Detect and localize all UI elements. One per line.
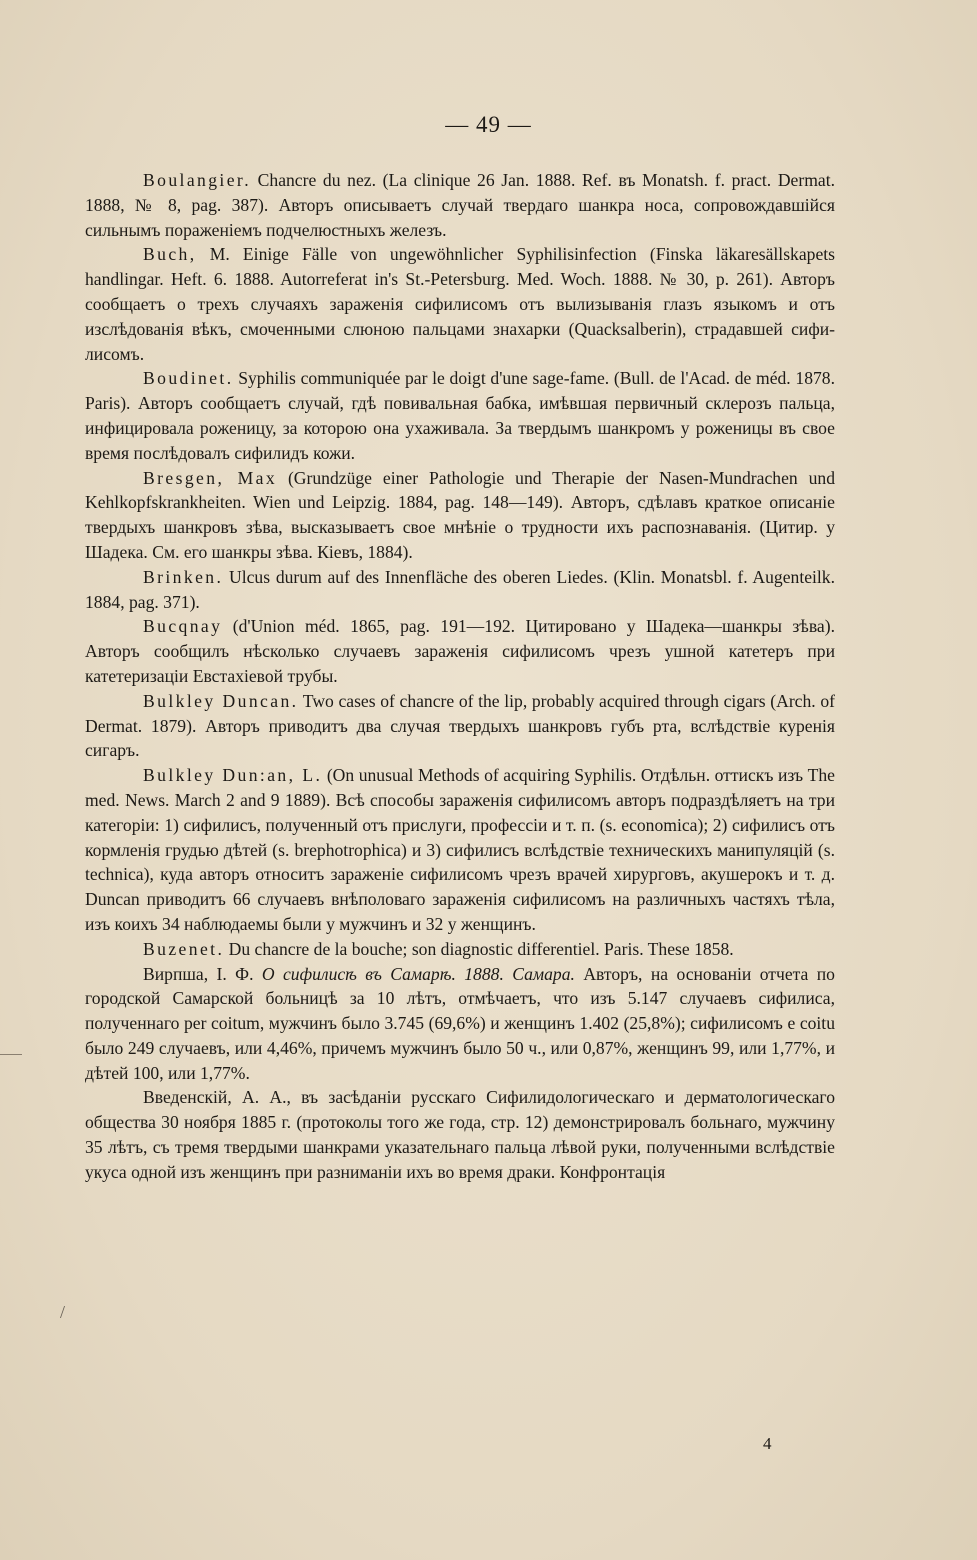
entry-text: Ulcus durum auf des Innenfläche des oberen Liedes. (Klin. Monatsbl. f. Augenteilk. 1884, pag. 371). [85, 566, 835, 612]
entry-author: Bresgen, Max [143, 467, 278, 488]
entry-author: Brinken. [143, 566, 224, 587]
bibliography-entry [85, 1085, 835, 1184]
bibliography-entry [85, 763, 835, 937]
bibliography-entry [85, 962, 835, 1086]
entry-text: M. Einige Fälle von ungewöhnlicher Syphilisinfection (Finska läkaresällskapets handlingar. Heft. 6. 1888. Autorreferat in's St.-Petersburg. Med. Woch. 1888. № 30, p. 261). Авторъ сообщаетъ о трехъ случаяхъ зараженія сифилисомъ отъ вылизыванія глазъ языкомъ и отъ изслѣдованія вѣкъ, смоченными слюною пальцами знахарки (Quacksalberin), страдавшей сифилисомъ. [85, 244, 835, 364]
margin-dash [0, 1054, 22, 1055]
bibliography-entry [85, 466, 835, 565]
entry-author: Buzenet. [143, 938, 225, 959]
bibliography-entry [85, 366, 835, 465]
entry-author: Boulangier. [143, 170, 252, 190]
entry-text: (On unusual Methods of acquiring Syphilis. Отдѣльн. оттискъ изъ The med. News. March 2 and 9 1889). Всѣ способы зараженія сифилисомъ авторъ подраздѣляетъ на три категоріи: 1) сифилисъ, полученный отъ прислуги, профессіи и т. п. (s. economica); 2) сифилисъ отъ кормленія грудью дѣтей (s. brephotrophica) и 3) сифилисъ вслѣдствіе техническихъ манипуляцій (s. technica), куда авторъ относитъ зараженіе сифилисомъ чрезъ врачей хирурговъ, акушерокъ и т. д. Duncan приводитъ 66 случаевъ внѣполоваго зараженія сифилисомъ на различныхъ частяхъ тѣла, изъ коихъ 34 наблюдаемы были у мужчинъ и 32 у женщинъ. [85, 765, 835, 934]
bibliography-entry [85, 168, 835, 242]
margin-pencil-mark: / [60, 1302, 66, 1322]
entry-text: Авторъ, на основаніи отчета по городской Самарской больницѣ за 10 лѣтъ, отмѣчаетъ, что изъ 5.147 случаевъ сифилиса, полученнаго per coitum, мужчинъ было 3.745 (69,6%) и женщинъ 1.402 (25,8%); сифилисомъ e coitu было 249 случаевъ, или 4,46%, причемъ мужчинъ было 50 ч., или 0,87%, женщинъ 99, или 1,77%, и дѣтей 100, или 1,77%. [85, 963, 835, 1083]
bibliography-entry [85, 242, 835, 366]
entry-author: Bucqnay [143, 616, 223, 637]
entry-author: Bulkley Duncan. [143, 690, 299, 711]
bibliography-entry [85, 937, 835, 962]
entry-text: Syphilis communiquée par le doigt d'une sage-fame. (Bull. de l'Acad. de méd. 1878. Paris). Авторъ сообщаетъ случай, гдѣ повивальная бабка, имѣвшая первичный склерозъ пальца, инфицировала роженицу, за которою она ухаживала. За твердымъ шанкромъ у роженицы въ свое время послѣдовалъ сифилидъ кожи. [85, 368, 835, 463]
entry-text: (Grundzüge einer Pathologie und Therapie der Nasen-Mundrachen und Kehlkopfskrankheiten. Wien und Leipzig. 1884, pag. 148—149). Авторъ, сдѣлавъ краткое описаніе твердыхъ шанкровъ зѣва, высказываетъ свое мнѣніе о трудности ихъ распознаванія. (Цитир. у Шадека. См. его шанкры зѣва. Кіевъ, 1884). [85, 467, 835, 562]
bibliography-entry [85, 614, 835, 688]
entry-text: въ засѣданіи русскаго Сифилидологическаго и дерматологическаго общества 30 ноября 1885 г. (протоколы того же года, стр. 12) демонстрировалъ больнаго, мужчину 35 лѣтъ, съ тремя твердыми шанкрами указательнаго пальца лѣвой руки, полученными вслѣдствіе укуса одной изъ женщинъ при разниманіи ихъ во время драки. Конфронтація [85, 1087, 836, 1182]
bibliography-text [85, 168, 835, 1185]
entry-text: Two cases of chancre of the lip, probably acquired through cigars (Arch. of Dermat. 1879). Авторъ приводитъ два случая твердыхъ шанкровъ губъ рта, вслѣдствіе куренія сигаръ. [85, 690, 835, 761]
bibliography-entry [85, 689, 835, 763]
entry-author: Bulkley Dun:an, L. [143, 765, 323, 786]
entry-author: Введенскій, А. А., [143, 1087, 291, 1108]
entry-title-italic: О сифилисѣ въ Самарѣ. 1888. Самара. [261, 963, 575, 984]
signature-number: 4 [763, 1434, 772, 1453]
entry-author: Boudinet. [143, 368, 234, 389]
entry-text: (d'Union méd. 1865, pag. 191—192. Цитировано у Шадека—шанкры зѣва). Авторъ сообщилъ нѣсколько случаевъ зараженія сифилисомъ чрезъ ушной катетеръ при катетеризаціи Евстахіевой трубы. [85, 616, 835, 686]
entry-author: Buch, [143, 244, 197, 265]
entry-text: Du chancre de la bouche; son diagnostic differentiel. Paris. These 1858. [228, 938, 734, 959]
bibliography-entry [85, 565, 835, 615]
entry-text: Chancre du nez. (La clinique 26 Jan. 1888. Ref. въ Monatsh. f. pract. Dermat. 1888, № 8, pag. 387). Авторъ описываетъ случай твердаго шанкра носа, сопровождавшійся сильнымъ пораженіемъ подчелюстныхъ железъ. [85, 170, 835, 240]
page-number: — 49 — [445, 112, 532, 137]
entry-author: Вирпша, I. Ф. [143, 963, 254, 984]
